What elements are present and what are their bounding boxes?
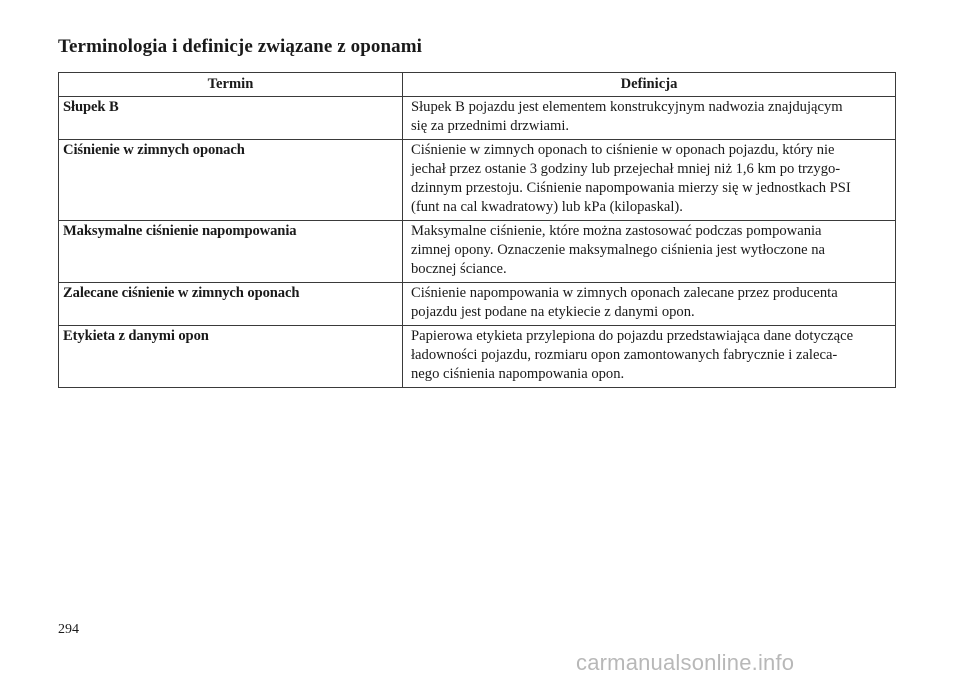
definition-line: (funt na cal kwadratowy) lub kPa (kilopaskal).	[411, 199, 683, 215]
definition-line: Maksymalne ciśnienie, które można zastosować podczas pompowania	[411, 223, 822, 239]
definition-line: Ciśnienie w zimnych oponach to ciśnienie w oponach pojazdu, który nie	[411, 142, 835, 158]
table-body	[59, 97, 896, 388]
definition-cell	[403, 221, 896, 283]
term-cell: Ciśnienie w zimnych oponach	[59, 140, 403, 221]
definition-line: pojazdu jest podane na etykiecie z danymi opon.	[411, 304, 695, 320]
definition-line: bocznej ściance.	[411, 261, 507, 277]
definition-cell	[403, 97, 896, 140]
table-row	[59, 221, 896, 283]
definition-line: Ciśnienie napompowania w zimnych oponach zalecane przez producenta	[411, 285, 838, 301]
term-cell: Zalecane ciśnienie w zimnych oponach	[59, 283, 403, 326]
definition-line: się za przednimi drzwiami.	[411, 118, 570, 134]
definition-line: zimnej opony. Oznaczenie maksymalnego ciśnienia jest wytłoczone na	[411, 242, 826, 258]
table-header	[59, 73, 896, 97]
term-cell: Etykieta z danymi opon	[59, 326, 403, 388]
page-number: 294	[58, 622, 79, 637]
definition-line: Papierowa etykieta przylepiona do pojazdu przedstawiająca dane dotyczące	[411, 328, 854, 344]
definition-line: jechał przez ostanie 3 godziny lub przejechał mniej niż 1,6 km po trzygo-	[411, 161, 841, 177]
table-header-row	[59, 73, 896, 97]
term-cell: Słupek B	[59, 97, 403, 140]
definition-line: dzinnym przestoju. Ciśnienie napompowania mierzy się w jednostkach PSI	[411, 180, 851, 196]
definition-line: Słupek B pojazdu jest elementem konstrukcyjnym nadwozia znajdującym	[411, 99, 843, 115]
terminology-table	[58, 72, 896, 388]
table-row	[59, 326, 896, 388]
definition-line: ładowności pojazdu, rozmiaru opon zamontowanych fabrycznie i zaleca-	[411, 347, 838, 363]
header-term: Termin	[59, 73, 403, 97]
definition-cell	[403, 326, 896, 388]
definition-cell	[403, 283, 896, 326]
table-row	[59, 283, 896, 326]
page-title: Terminologia i definicje związane z oponami	[58, 36, 423, 57]
definition-cell	[403, 140, 896, 221]
table-row	[59, 140, 896, 221]
header-definition: Definicja	[403, 73, 896, 97]
term-cell: Maksymalne ciśnienie napompowania	[59, 221, 403, 283]
watermark: carmanualsonline.info	[576, 650, 795, 675]
definition-line: nego ciśnienia napompowania opon.	[411, 366, 625, 382]
table-row	[59, 97, 896, 140]
